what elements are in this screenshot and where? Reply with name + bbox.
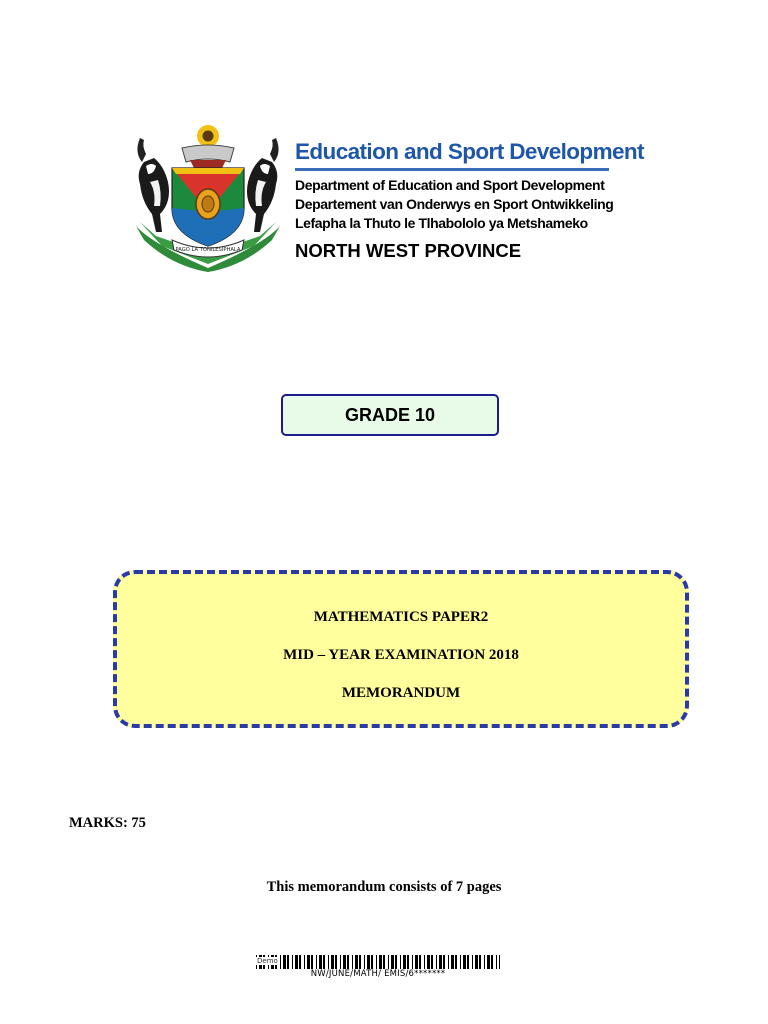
barcode-icon xyxy=(256,955,500,969)
exam-kind: MEMORANDUM xyxy=(341,685,461,701)
coat-of-arms-icon xyxy=(132,122,284,272)
department-header xyxy=(132,122,644,272)
department-name-afrikaans: Departement van Onderwys en Sport Ontwikkeling xyxy=(295,196,614,212)
exam-info-box xyxy=(113,570,689,728)
barcode-code: NW/JUNE/MATH/ EMIS/6******* xyxy=(310,969,446,979)
department-title: Education and Sport Development xyxy=(295,139,644,164)
department-name-setswana: Lefapha la Thuto le Tlhabololo ya Metshameko xyxy=(295,215,588,231)
department-text xyxy=(295,138,644,262)
grade-label: GRADE 10 xyxy=(281,394,499,436)
total-marks: MARKS: 75 xyxy=(69,815,146,831)
barcode-demo-tag: Demo xyxy=(257,957,278,965)
exam-session: MID – YEAR EXAMINATION 2018 xyxy=(283,647,519,663)
department-name-english: Department of Education and Sport Development xyxy=(295,177,605,193)
document-barcode xyxy=(256,955,500,985)
page-count-note: This memorandum consists of 7 pages xyxy=(266,879,502,895)
exam-subject: MATHEMATICS PAPER2 xyxy=(313,609,489,625)
province-name: NORTH WEST PROVINCE xyxy=(295,240,522,261)
header-divider xyxy=(295,168,609,171)
crest-motto: PAGO LA TONILESIPHALA xyxy=(175,247,241,253)
